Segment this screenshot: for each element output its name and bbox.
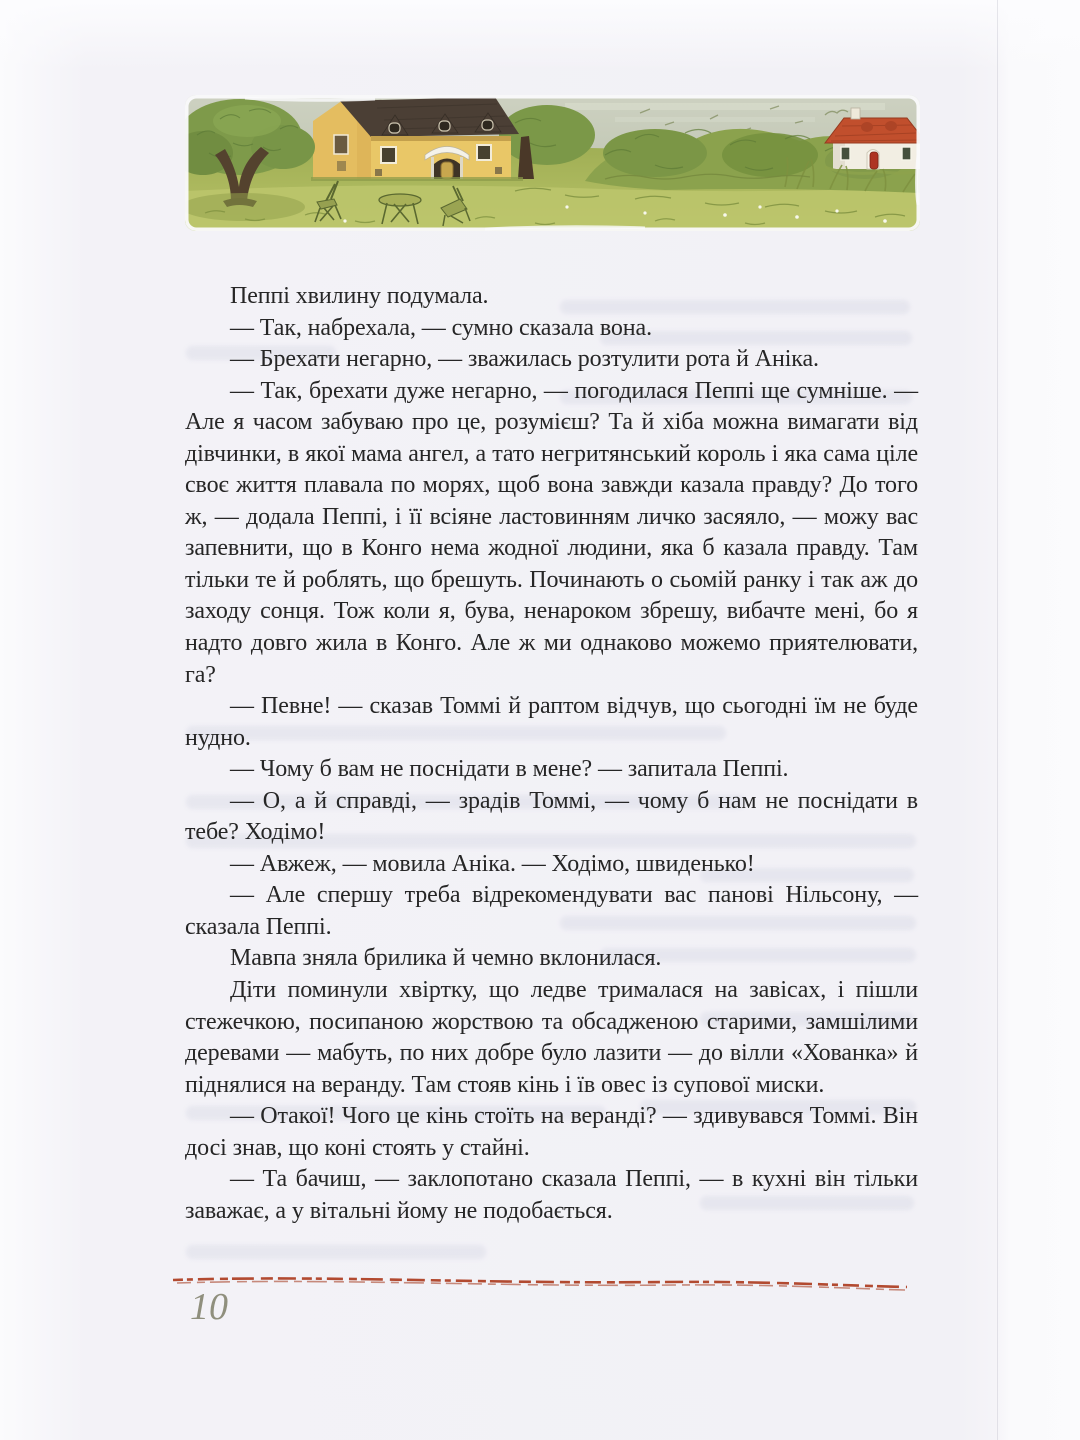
bleedthrough-mark bbox=[186, 1245, 486, 1259]
page-text bbox=[185, 281, 918, 1227]
paragraph: — Але спершу треба відрекомендувати вас панові Нільсону, — сказала Пеппі. bbox=[185, 882, 918, 940]
scan-top-fade bbox=[0, 0, 1080, 70]
paragraph: Діти поминули хвіртку, що ледве трималася на завісах, і пішли стежечкою, посипаною жорствою та обсадженою старими, замшілими деревами — мабуть, по них добре було лазити — до вілли «Хованка» й піднялися на веранду. Там стояв кінь і їв овес із супової миски. bbox=[185, 977, 918, 1098]
paragraph: — Та бачиш, — заклопотано сказала Пеппі, — в кухні він тільки заважає, а у вітальні йому не подобається. bbox=[185, 1166, 918, 1224]
countryside-illustration bbox=[185, 95, 920, 231]
yellow-house bbox=[311, 97, 523, 181]
paragraph: — Авжеж, — мовила Аніка. — Ходімо, швиденько! bbox=[230, 850, 755, 877]
chapter-divider bbox=[165, 1268, 915, 1298]
paragraph: — Так, брехати дуже негарно, — погодилася Пеппі ще сумніше. — Але я часом забуваю про це, розумієш? Та й хіба можна вимагати від дівчинки, в якої мама ангел, а тато негритянський король і яка сама ціле своє життя плавала по морях, щоб вона завжди казала правду? До того ж, — додала Пеппі, і її всіяне ластовинням личко засяяло, — можу вас запевнити, що в Конго нема жодної людини, яка б казала правду. Там тільки те й роблять, що брешуть. Починають о сьомій ранку і так аж до заходу сонця. Тож коли я, бува, ненароком збрешу, вибачте мені, бо я надто довго жила в Конго. Але ж ми однаково можемо приятелювати, га? bbox=[185, 377, 918, 688]
paragraph: — Так, набрехала, — сумно сказала вона. bbox=[230, 314, 652, 341]
page-number: 10 bbox=[190, 1286, 228, 1328]
paragraph: — Певне! — сказав Томмі й раптом відчув, що сьогодні їм не буде нудно. bbox=[185, 693, 918, 751]
chapter-illustration bbox=[185, 95, 920, 231]
page-edge bbox=[997, 0, 998, 1440]
paragraph: — Отакої! Чого це кінь стоїть на веранді? — здивувався Томмі. Він досі знав, що коні стоять у стайні. bbox=[185, 1103, 918, 1161]
paragraph: — Брехати негарно, — зважилась розтулити рота й Аніка. bbox=[230, 346, 819, 373]
paragraph: Мавпа зняла брилика й чемно вклонилася. bbox=[230, 945, 662, 972]
paragraph: — О, а й справді, — зрадів Томмі, — чому б нам не поснідати в тебе? Ходімо! bbox=[185, 787, 918, 846]
paragraph: Пеппі хвилину подумала. bbox=[230, 283, 489, 309]
paragraph: — Чому б вам не поснідати в мене? — запитала Пеппі. bbox=[230, 756, 789, 783]
